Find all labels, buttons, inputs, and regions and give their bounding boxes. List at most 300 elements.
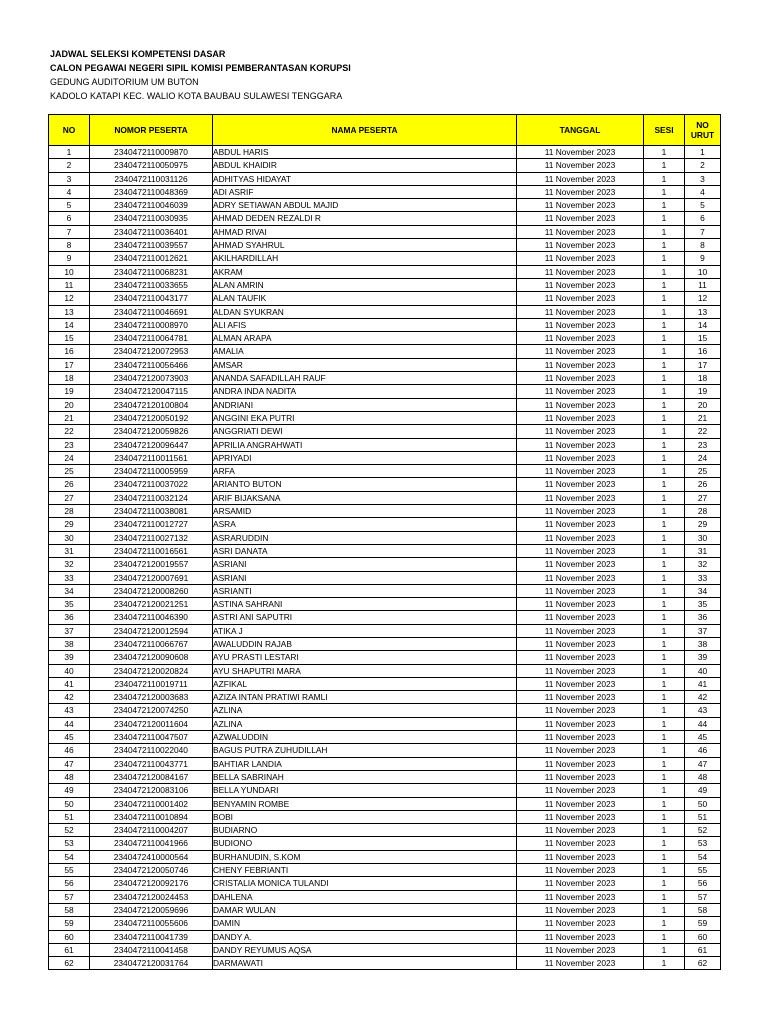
cell-nama-peserta: ANGGRIATI DEWI — [213, 425, 517, 438]
cell-no-urut: 3 — [685, 172, 721, 185]
cell-no: 7 — [49, 225, 90, 238]
cell-nama-peserta: APRIYADI — [213, 451, 517, 464]
cell-no-urut: 16 — [685, 345, 721, 358]
cell-tanggal: 11 November 2023 — [517, 651, 644, 664]
cell-nomor-peserta: 2340472120083106 — [90, 784, 213, 797]
cell-nama-peserta: ADI ASRIF — [213, 185, 517, 198]
cell-nama-peserta: ARIF BIJAKSANA — [213, 491, 517, 504]
cell-no: 11 — [49, 278, 90, 291]
cell-sesi: 1 — [644, 278, 685, 291]
cell-tanggal: 11 November 2023 — [517, 505, 644, 518]
cell-no: 22 — [49, 425, 90, 438]
cell-no: 6 — [49, 212, 90, 225]
table-row — [49, 185, 721, 198]
cell-tanggal: 11 November 2023 — [517, 584, 644, 597]
cell-no-urut: 36 — [685, 611, 721, 624]
table-row — [49, 318, 721, 331]
cell-sesi: 1 — [644, 345, 685, 358]
cell-tanggal: 11 November 2023 — [517, 225, 644, 238]
cell-nomor-peserta: 2340472120012594 — [90, 624, 213, 637]
cell-nama-peserta: ALAN AMRIN — [213, 278, 517, 291]
cell-no: 14 — [49, 318, 90, 331]
cell-tanggal: 11 November 2023 — [517, 810, 644, 823]
cell-no-urut: 18 — [685, 372, 721, 385]
cell-tanggal: 11 November 2023 — [517, 451, 644, 464]
cell-nama-peserta: CRISTALIA MONICA TULANDI — [213, 877, 517, 890]
cell-tanggal: 11 November 2023 — [517, 943, 644, 956]
cell-no-urut: 61 — [685, 943, 721, 956]
cell-no: 33 — [49, 571, 90, 584]
cell-nomor-peserta: 2340472110043771 — [90, 757, 213, 770]
cell-sesi: 1 — [644, 372, 685, 385]
cell-no: 10 — [49, 265, 90, 278]
cell-no-urut: 12 — [685, 292, 721, 305]
table-row — [49, 239, 721, 252]
cell-no-urut: 17 — [685, 358, 721, 371]
cell-nama-peserta: AHMAD DEDEN REZALDI R — [213, 212, 517, 225]
table-row — [49, 717, 721, 730]
cell-sesi: 1 — [644, 558, 685, 571]
cell-tanggal: 11 November 2023 — [517, 797, 644, 810]
table-row — [49, 757, 721, 770]
cell-no-urut: 7 — [685, 225, 721, 238]
cell-tanggal: 11 November 2023 — [517, 491, 644, 504]
cell-nomor-peserta: 2340472120011604 — [90, 717, 213, 730]
cell-tanggal: 11 November 2023 — [517, 278, 644, 291]
cell-no-urut: 47 — [685, 757, 721, 770]
cell-no-urut: 23 — [685, 438, 721, 451]
cell-no: 52 — [49, 824, 90, 837]
table-row — [49, 624, 721, 637]
table-row — [49, 199, 721, 212]
cell-no-urut: 42 — [685, 691, 721, 704]
table-row — [49, 917, 721, 930]
table-row — [49, 731, 721, 744]
cell-tanggal: 11 November 2023 — [517, 864, 644, 877]
cell-no-urut: 21 — [685, 411, 721, 424]
cell-nama-peserta: ASRIANI — [213, 571, 517, 584]
table-row — [49, 332, 721, 345]
cell-nomor-peserta: 2340472110039557 — [90, 239, 213, 252]
cell-nama-peserta: AMSAR — [213, 358, 517, 371]
cell-nomor-peserta: 2340472120092176 — [90, 877, 213, 890]
cell-tanggal: 11 November 2023 — [517, 611, 644, 624]
cell-nama-peserta: ANANDA SAFADILLAH RAUF — [213, 372, 517, 385]
cell-nomor-peserta: 2340472110038081 — [90, 505, 213, 518]
cell-nama-peserta: BAGUS PUTRA ZUHUDILLAH — [213, 744, 517, 757]
cell-nama-peserta: AZIZA INTAN PRATIWI RAMLI — [213, 691, 517, 704]
cell-nama-peserta: AHMAD SYAHRUL — [213, 239, 517, 252]
cell-nomor-peserta: 2340472110047507 — [90, 731, 213, 744]
table-row — [49, 637, 721, 650]
cell-sesi: 1 — [644, 146, 685, 159]
cell-no-urut: 10 — [685, 265, 721, 278]
cell-sesi: 1 — [644, 784, 685, 797]
table-row — [49, 837, 721, 850]
cell-tanggal: 11 November 2023 — [517, 292, 644, 305]
cell-sesi: 1 — [644, 824, 685, 837]
cell-no: 40 — [49, 664, 90, 677]
table-row — [49, 531, 721, 544]
cell-nomor-peserta: 2340472120003683 — [90, 691, 213, 704]
cell-tanggal: 11 November 2023 — [517, 704, 644, 717]
cell-sesi: 1 — [644, 411, 685, 424]
cell-nomor-peserta: 2340472120047115 — [90, 385, 213, 398]
cell-no-urut: 51 — [685, 810, 721, 823]
cell-no-urut: 39 — [685, 651, 721, 664]
cell-no: 30 — [49, 531, 90, 544]
venue-name: GEDUNG AUDITORIUM UM BUTON — [50, 77, 199, 87]
cell-nama-peserta: ANDRA INDA NADITA — [213, 385, 517, 398]
table-row — [49, 265, 721, 278]
cell-tanggal: 11 November 2023 — [517, 398, 644, 411]
table-row — [49, 385, 721, 398]
cell-sesi: 1 — [644, 864, 685, 877]
cell-nomor-peserta: 2340472120008260 — [90, 584, 213, 597]
cell-nama-peserta: ASTINA SAHRANI — [213, 598, 517, 611]
table-row — [49, 770, 721, 783]
cell-nomor-peserta: 2340472110046390 — [90, 611, 213, 624]
table-row — [49, 451, 721, 464]
cell-sesi: 1 — [644, 584, 685, 597]
cell-sesi: 1 — [644, 917, 685, 930]
table-row — [49, 824, 721, 837]
cell-no: 8 — [49, 239, 90, 252]
cell-nama-peserta: BURHANUDIN, S.KOM — [213, 850, 517, 863]
table-row — [49, 172, 721, 185]
cell-nama-peserta: DAMAR WULAN — [213, 903, 517, 916]
cell-nomor-peserta: 2340472110012727 — [90, 518, 213, 531]
cell-nama-peserta: AZLINA — [213, 717, 517, 730]
cell-nomor-peserta: 2340472410000564 — [90, 850, 213, 863]
cell-tanggal: 11 November 2023 — [517, 372, 644, 385]
cell-tanggal: 11 November 2023 — [517, 345, 644, 358]
cell-sesi: 1 — [644, 677, 685, 690]
cell-no-urut: 29 — [685, 518, 721, 531]
table-row — [49, 345, 721, 358]
table-row — [49, 571, 721, 584]
cell-nomor-peserta: 2340472110046691 — [90, 305, 213, 318]
table-row — [49, 146, 721, 159]
cell-nama-peserta: DANDY REYUMUS AQSA — [213, 943, 517, 956]
cell-sesi: 1 — [644, 185, 685, 198]
cell-tanggal: 11 November 2023 — [517, 824, 644, 837]
cell-nomor-peserta: 2340472120084167 — [90, 770, 213, 783]
cell-nama-peserta: BUDIARNO — [213, 824, 517, 837]
cell-tanggal: 11 November 2023 — [517, 877, 644, 890]
column-header-nama-peserta: NAMA PESERTA — [213, 115, 517, 146]
cell-tanggal: 11 November 2023 — [517, 544, 644, 557]
cell-no: 9 — [49, 252, 90, 265]
cell-nomor-peserta: 2340472110019711 — [90, 677, 213, 690]
cell-nama-peserta: ADRY SETIAWAN ABDUL MAJID — [213, 199, 517, 212]
cell-no-urut: 35 — [685, 598, 721, 611]
cell-nomor-peserta: 2340472120021251 — [90, 598, 213, 611]
cell-tanggal: 11 November 2023 — [517, 757, 644, 770]
cell-sesi: 1 — [644, 877, 685, 890]
cell-nomor-peserta: 2340472110066767 — [90, 637, 213, 650]
cell-sesi: 1 — [644, 332, 685, 345]
cell-nomor-peserta: 2340472120090608 — [90, 651, 213, 664]
cell-no-urut: 24 — [685, 451, 721, 464]
cell-sesi: 1 — [644, 225, 685, 238]
cell-no: 28 — [49, 505, 90, 518]
document-header — [50, 47, 351, 103]
cell-nama-peserta: ASRI DANATA — [213, 544, 517, 557]
cell-nomor-peserta: 2340472110016561 — [90, 544, 213, 557]
table-row — [49, 677, 721, 690]
cell-nomor-peserta: 2340472110068231 — [90, 265, 213, 278]
cell-nomor-peserta: 2340472110064781 — [90, 332, 213, 345]
cell-no: 45 — [49, 731, 90, 744]
cell-tanggal: 11 November 2023 — [517, 837, 644, 850]
cell-no-urut: 59 — [685, 917, 721, 930]
cell-nomor-peserta: 2340472110050975 — [90, 159, 213, 172]
cell-no: 54 — [49, 850, 90, 863]
cell-no: 41 — [49, 677, 90, 690]
cell-no: 18 — [49, 372, 90, 385]
cell-no: 24 — [49, 451, 90, 464]
cell-no-urut: 13 — [685, 305, 721, 318]
cell-sesi: 1 — [644, 770, 685, 783]
cell-no: 60 — [49, 930, 90, 943]
cell-nama-peserta: ASRIANTI — [213, 584, 517, 597]
table-row — [49, 278, 721, 291]
table-row — [49, 877, 721, 890]
cell-nomor-peserta: 2340472120073903 — [90, 372, 213, 385]
cell-tanggal: 11 November 2023 — [517, 890, 644, 903]
cell-no-urut: 19 — [685, 385, 721, 398]
cell-no: 19 — [49, 385, 90, 398]
cell-nomor-peserta: 2340472110041966 — [90, 837, 213, 850]
cell-no: 61 — [49, 943, 90, 956]
cell-nama-peserta: DAMIN — [213, 917, 517, 930]
cell-no: 44 — [49, 717, 90, 730]
cell-sesi: 1 — [644, 957, 685, 970]
table-row — [49, 943, 721, 956]
cell-tanggal: 11 November 2023 — [517, 318, 644, 331]
cell-nama-peserta: ASTRI ANI SAPUTRI — [213, 611, 517, 624]
cell-sesi: 1 — [644, 717, 685, 730]
table-row — [49, 398, 721, 411]
cell-nama-peserta: AZWALUDDIN — [213, 731, 517, 744]
cell-nama-peserta: AHMAD RIVAI — [213, 225, 517, 238]
cell-nomor-peserta: 2340472110043177 — [90, 292, 213, 305]
cell-nomor-peserta: 2340472120024453 — [90, 890, 213, 903]
cell-nomor-peserta: 2340472110008970 — [90, 318, 213, 331]
cell-no-urut: 5 — [685, 199, 721, 212]
cell-tanggal: 11 November 2023 — [517, 691, 644, 704]
cell-nomor-peserta: 2340472120020824 — [90, 664, 213, 677]
cell-no-urut: 60 — [685, 930, 721, 943]
cell-nomor-peserta: 2340472110046039 — [90, 199, 213, 212]
table-row — [49, 465, 721, 478]
cell-no: 39 — [49, 651, 90, 664]
table-row — [49, 372, 721, 385]
cell-no: 1 — [49, 146, 90, 159]
cell-no-urut: 32 — [685, 558, 721, 571]
cell-sesi: 1 — [644, 571, 685, 584]
cell-sesi: 1 — [644, 691, 685, 704]
cell-nama-peserta: ASRIANI — [213, 558, 517, 571]
table-row — [49, 305, 721, 318]
cell-sesi: 1 — [644, 172, 685, 185]
cell-nama-peserta: ABDUL HARIS — [213, 146, 517, 159]
cell-nomor-peserta: 2340472120031764 — [90, 957, 213, 970]
table-row — [49, 252, 721, 265]
cell-sesi: 1 — [644, 890, 685, 903]
cell-nama-peserta: BAHTIAR LANDIA — [213, 757, 517, 770]
cell-tanggal: 11 November 2023 — [517, 624, 644, 637]
cell-no-urut: 48 — [685, 770, 721, 783]
cell-nomor-peserta: 2340472110009870 — [90, 146, 213, 159]
cell-tanggal: 11 November 2023 — [517, 146, 644, 159]
cell-nomor-peserta: 2340472110033655 — [90, 278, 213, 291]
cell-tanggal: 11 November 2023 — [517, 265, 644, 278]
cell-no: 4 — [49, 185, 90, 198]
table-header-row — [49, 115, 721, 146]
cell-sesi: 1 — [644, 491, 685, 504]
table-row — [49, 598, 721, 611]
cell-no: 37 — [49, 624, 90, 637]
cell-sesi: 1 — [644, 199, 685, 212]
cell-nama-peserta: APRILIA ANGRAHWATI — [213, 438, 517, 451]
cell-no: 57 — [49, 890, 90, 903]
cell-no-urut: 58 — [685, 903, 721, 916]
table-row — [49, 584, 721, 597]
cell-sesi: 1 — [644, 930, 685, 943]
cell-sesi: 1 — [644, 744, 685, 757]
cell-no: 20 — [49, 398, 90, 411]
column-header-no: NO — [49, 115, 90, 146]
cell-no-urut: 6 — [685, 212, 721, 225]
cell-sesi: 1 — [644, 850, 685, 863]
cell-tanggal: 11 November 2023 — [517, 332, 644, 345]
cell-no-urut: 40 — [685, 664, 721, 677]
table-row — [49, 544, 721, 557]
cell-tanggal: 11 November 2023 — [517, 903, 644, 916]
cell-no: 47 — [49, 757, 90, 770]
table-body — [49, 146, 721, 970]
cell-tanggal: 11 November 2023 — [517, 531, 644, 544]
cell-no-urut: 2 — [685, 159, 721, 172]
cell-sesi: 1 — [644, 598, 685, 611]
cell-tanggal: 11 November 2023 — [517, 637, 644, 650]
cell-tanggal: 11 November 2023 — [517, 239, 644, 252]
venue-address: KADOLO KATAPI KEC. WALIO KOTA BAUBAU SULAWESI TENGGARA — [50, 91, 343, 101]
cell-nomor-peserta: 2340472110036401 — [90, 225, 213, 238]
table-row — [49, 159, 721, 172]
cell-nama-peserta: ALAN TAUFIK — [213, 292, 517, 305]
cell-sesi: 1 — [644, 943, 685, 956]
cell-nama-peserta: AWALUDDIN RAJAB — [213, 637, 517, 650]
cell-tanggal: 11 November 2023 — [517, 411, 644, 424]
cell-no: 43 — [49, 704, 90, 717]
cell-no: 25 — [49, 465, 90, 478]
cell-no: 13 — [49, 305, 90, 318]
cell-nomor-peserta: 2340472110004207 — [90, 824, 213, 837]
cell-no: 15 — [49, 332, 90, 345]
cell-nama-peserta: ASRARUDDIN — [213, 531, 517, 544]
cell-no-urut: 33 — [685, 571, 721, 584]
cell-sesi: 1 — [644, 518, 685, 531]
table-row — [49, 664, 721, 677]
cell-tanggal: 11 November 2023 — [517, 784, 644, 797]
table-row — [49, 425, 721, 438]
cell-sesi: 1 — [644, 810, 685, 823]
cell-sesi: 1 — [644, 159, 685, 172]
cell-no: 42 — [49, 691, 90, 704]
table-row — [49, 890, 721, 903]
cell-no-urut: 26 — [685, 478, 721, 491]
cell-sesi: 1 — [644, 531, 685, 544]
cell-nama-peserta: ARIANTO BUTON — [213, 478, 517, 491]
cell-no: 26 — [49, 478, 90, 491]
cell-tanggal: 11 November 2023 — [517, 917, 644, 930]
cell-tanggal: 11 November 2023 — [517, 770, 644, 783]
cell-nomor-peserta: 2340472110037022 — [90, 478, 213, 491]
cell-no-urut: 1 — [685, 146, 721, 159]
cell-no: 59 — [49, 917, 90, 930]
cell-nama-peserta: AKRAM — [213, 265, 517, 278]
cell-no: 62 — [49, 957, 90, 970]
table-row — [49, 744, 721, 757]
cell-no: 51 — [49, 810, 90, 823]
cell-no: 16 — [49, 345, 90, 358]
cell-nomor-peserta: 2340472110012621 — [90, 252, 213, 265]
cell-sesi: 1 — [644, 731, 685, 744]
cell-no: 17 — [49, 358, 90, 371]
cell-nama-peserta: ALI AFIS — [213, 318, 517, 331]
cell-no: 38 — [49, 637, 90, 650]
cell-sesi: 1 — [644, 252, 685, 265]
cell-no: 49 — [49, 784, 90, 797]
cell-no-urut: 56 — [685, 877, 721, 890]
cell-tanggal: 11 November 2023 — [517, 717, 644, 730]
cell-no: 48 — [49, 770, 90, 783]
cell-sesi: 1 — [644, 305, 685, 318]
cell-nama-peserta: BELLA SABRINAH — [213, 770, 517, 783]
cell-sesi: 1 — [644, 757, 685, 770]
cell-nomor-peserta: 2340472110041739 — [90, 930, 213, 943]
cell-nomor-peserta: 2340472120059696 — [90, 903, 213, 916]
cell-tanggal: 11 November 2023 — [517, 731, 644, 744]
cell-nama-peserta: ATIKA J — [213, 624, 517, 637]
cell-nomor-peserta: 2340472120050192 — [90, 411, 213, 424]
cell-sesi: 1 — [644, 358, 685, 371]
cell-sesi: 1 — [644, 292, 685, 305]
cell-no: 35 — [49, 598, 90, 611]
table-row — [49, 358, 721, 371]
cell-nama-peserta: ALMAN ARAPA — [213, 332, 517, 345]
cell-no: 50 — [49, 797, 90, 810]
cell-tanggal: 11 November 2023 — [517, 358, 644, 371]
cell-sesi: 1 — [644, 664, 685, 677]
table-row — [49, 292, 721, 305]
cell-sesi: 1 — [644, 837, 685, 850]
cell-sesi: 1 — [644, 651, 685, 664]
cell-nama-peserta: ANDRIANI — [213, 398, 517, 411]
document-title: JADWAL SELEKSI KOMPETENSI DASAR — [50, 49, 226, 59]
cell-nama-peserta: DANDY A. — [213, 930, 517, 943]
cell-no: 32 — [49, 558, 90, 571]
cell-tanggal: 11 November 2023 — [517, 212, 644, 225]
cell-no-urut: 41 — [685, 677, 721, 690]
cell-nama-peserta: ALDAN SYUKRAN — [213, 305, 517, 318]
cell-tanggal: 11 November 2023 — [517, 664, 644, 677]
table-row — [49, 651, 721, 664]
cell-tanggal: 11 November 2023 — [517, 558, 644, 571]
